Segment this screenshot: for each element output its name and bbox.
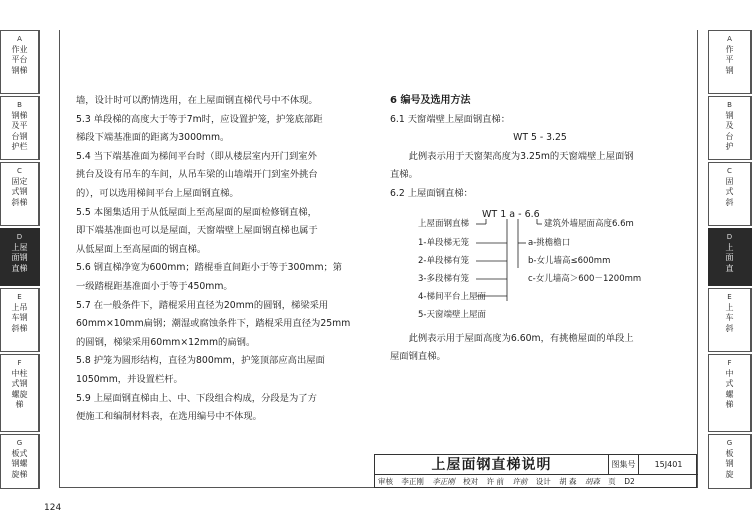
section-tab-letter: C [17, 167, 22, 175]
frame-line-left [59, 30, 60, 488]
section-tab-label: 中 [725, 368, 734, 378]
section-tab-label: 旋梯 [11, 469, 28, 479]
checker-name: 许 前 [486, 477, 504, 486]
section-tab-label: 固定 [11, 176, 28, 186]
section-tab-label: 钢螺 [11, 459, 28, 468]
section-tab-label: 车钢 [11, 313, 28, 322]
section-tab-label: 旋 [725, 469, 734, 479]
atlas-number: 15J401 [639, 455, 698, 475]
section-tab-label: 斜 [725, 197, 734, 207]
section-tab-label: 车 [725, 313, 734, 322]
subsection-6-2: 6.2 上屋面钢直梯： [390, 187, 473, 199]
section-tab-letter: G [16, 439, 23, 447]
section-tab-label: 斜梯 [11, 323, 28, 333]
section-tab-label: 上 [725, 302, 734, 312]
text-line: 梯段下端基准面的距离为3000mm。 [76, 132, 230, 144]
section-tab-label: 台 [725, 131, 734, 141]
section-tab-label: 平台 [11, 55, 28, 64]
title-block [374, 454, 697, 488]
section-tab-g [0, 434, 40, 489]
section-tab-letter: F [727, 359, 732, 367]
text-line: 的圆钢，梯梁采用60mm×12mm的扁钢。 [76, 336, 256, 348]
section-tab-label: 式 [725, 379, 734, 388]
section-heading: 6 编号及选用方法 [390, 95, 471, 106]
text-line: 1050mm，并设置栏杆。 [76, 373, 183, 385]
page-number: 124 [44, 503, 62, 513]
sub-option-c: c-女儿墙高＞600－1200mm [528, 273, 642, 284]
text-line: 挑台及设有吊车的车间，从吊车梁的山墙端开门到室外挑台 [76, 169, 318, 181]
section-tab-letter: E [17, 293, 22, 301]
text-line: 的），可以选用梯间平台上屋面钢直梯。 [76, 187, 239, 199]
section-tab-label: 斜 [725, 323, 734, 333]
section-tab-letter: A [727, 35, 732, 43]
example-2-text-cont: 屋面钢直梯。 [390, 351, 446, 363]
section-tab-e [708, 288, 752, 352]
section-tab-c [708, 162, 752, 226]
section-tab-label: 台钢 [11, 131, 28, 141]
text-line: 5.6 钢直梯净宽为600mm；踏棍垂直间距小于等于300mm；第 [76, 262, 343, 274]
label-main: 上屋面钢直梯 [418, 218, 470, 229]
section-tab-label: 钢 [725, 110, 734, 120]
section-tab-f [0, 354, 40, 432]
section-tab-g [708, 434, 752, 489]
section-tab-label: 螺旋 [11, 389, 28, 399]
designer-name: 胡 森 [559, 477, 577, 486]
section-tab-label: 中柱 [11, 368, 28, 378]
body-text-right [390, 92, 690, 367]
section-tab-d [708, 228, 752, 286]
section-tab-label: 上吊 [11, 302, 28, 312]
check-label: 校对 [463, 477, 479, 486]
section-tab-label: 板 [725, 448, 734, 458]
text-line: 从低屋面上至高屋面的钢直梯。 [76, 243, 207, 255]
section-tab-label: 面钢 [11, 253, 28, 262]
section-tab-a [0, 30, 40, 94]
section-tab-label: 面 [725, 253, 734, 262]
section-tab-label: 护栏 [11, 142, 28, 151]
section-tab-letter: B [727, 101, 732, 109]
example-1-text: 此例表示用于天窗架高度为3.25m的天窗端壁上屋面钢 [408, 150, 634, 162]
section-tab-label: 式 [725, 187, 734, 196]
page-label: 页 [608, 477, 616, 486]
section-tab-label: 及 [725, 121, 734, 130]
reviewer-signature: 李正刚 [432, 477, 455, 486]
subsection-6-1: 6.1 天窗端壁上屋面钢直梯： [390, 113, 511, 125]
text-line: 墙，设计时可以酌情选用，在上屋面钢直梯代号中不体现。 [76, 95, 318, 106]
section-tab-letter: F [17, 359, 22, 367]
section-tab-label: 作 [725, 44, 734, 54]
section-tab-b [708, 96, 752, 160]
section-tab-label: 梯 [725, 400, 734, 409]
section-tabs-right [708, 30, 734, 491]
page-code: D2 [624, 477, 635, 486]
section-tab-c [0, 162, 40, 226]
section-tab-label: 式钢 [11, 187, 28, 196]
section-tab-e [0, 288, 40, 352]
designer-signature: 胡森 [584, 477, 600, 486]
code-example-1: WT 5 - 3.25 [513, 132, 567, 144]
option-4: 4-梯间平台上屋面 [418, 291, 486, 302]
section-tab-letter: E [727, 293, 732, 301]
code-example-2: WT 1 a - 6.6 [482, 208, 540, 220]
sub-option-b: b-女儿墙高≤600mm [528, 255, 611, 266]
section-tab-letter: G [726, 439, 733, 447]
section-tab-letter: B [17, 101, 22, 109]
section-tab-label: 斜梯 [11, 197, 28, 207]
text-line: 便施工和编制材料表，在选用编号中不体现。 [76, 411, 262, 423]
section-tab-label: 上 [725, 242, 734, 252]
section-tab-label: 平 [725, 55, 734, 64]
section-tab-letter: D [726, 233, 733, 241]
example-2-text: 此例表示用于屋面高度为6.60m，有挑檐屋面的单段上 [408, 332, 634, 344]
section-tab-d [0, 228, 40, 286]
section-tab-letter: D [16, 233, 23, 241]
design-label: 设计 [535, 477, 551, 486]
text-line: 5.9 上屋面钢直梯由上、中、下段组合构成，分段是为了方 [76, 392, 317, 404]
reviewer-name: 李正刚 [401, 477, 424, 486]
text-line: 即下端基准面也可以是屋面，天窗端壁上屋面钢直梯也属于 [76, 225, 318, 237]
drawing-title: 上屋面钢直梯说明 [375, 455, 609, 475]
section-tab-label: 钢梯 [11, 110, 28, 120]
section-tab-label: 板式 [11, 448, 28, 458]
section-tab-label: 护 [725, 142, 734, 151]
option-2: 2-单段梯有笼 [418, 255, 469, 266]
option-1: 1-单段梯无笼 [418, 237, 469, 248]
section-tab-label: 钢 [725, 65, 734, 75]
section-tabs-left [0, 30, 40, 491]
section-tab-b [0, 96, 40, 160]
text-line: 5.4 当下端基准面为梯间平台时（即从楼层室内开门到室外 [76, 150, 317, 162]
text-line: 5.5 本图集适用于从低屋面上至高屋面的屋面检修钢直梯， [76, 206, 317, 218]
section-tab-label: 直梯 [11, 263, 28, 273]
body-text-left [76, 92, 356, 427]
section-tab-label: 梯 [15, 400, 24, 409]
text-line: 5.8 护笼为圆形结构，直径为800mm，护笼顶部应高出屋面 [76, 355, 325, 367]
section-tab-label: 钢 [725, 459, 734, 468]
example-1-text-cont: 直梯。 [390, 169, 418, 181]
section-tab-label: 式钢 [11, 379, 28, 388]
option-3: 3-多段梯有笼 [418, 273, 469, 284]
section-tab-label: 螺 [725, 389, 734, 399]
atlas-label: 图集号 [609, 455, 639, 475]
frame-line-right [697, 30, 698, 488]
text-line: 5.3 单段梯的高度大于等于7m时，应设置护笼，护笼底部距 [76, 113, 323, 125]
section-tab-label: 上屋 [11, 242, 28, 252]
signature-row [375, 475, 698, 489]
sub-option-a: a-挑檐檐口 [528, 237, 571, 248]
section-tab-label: 作业 [11, 44, 28, 54]
section-tab-letter: C [727, 167, 732, 175]
text-line: 一级踏棍距基准面小于等于450mm。 [76, 280, 233, 292]
option-5: 5-天窗端壁上屋面 [418, 309, 486, 320]
text-line: 60mm×10mm扁钢；潮湿或腐蚀条件下，踏棍采用直径为25mm [76, 318, 351, 330]
section-tab-a [708, 30, 752, 94]
section-tab-label: 钢梯 [11, 65, 28, 75]
section-tab-label: 直 [725, 263, 734, 273]
code-diagram [390, 206, 690, 320]
label-roof-height: 建筑外墙屋面高度6.6m [544, 218, 634, 229]
checker-signature: 许前 [512, 477, 528, 486]
text-line: 5.7 在一般条件下，踏棍采用直径为20mm的圆钢，梯梁采用 [76, 299, 329, 311]
section-tab-label: 及平 [11, 121, 28, 130]
section-tab-letter: A [17, 35, 22, 43]
section-tab-label: 固 [725, 176, 734, 186]
review-label: 审核 [378, 477, 393, 486]
section-tab-f [708, 354, 752, 432]
